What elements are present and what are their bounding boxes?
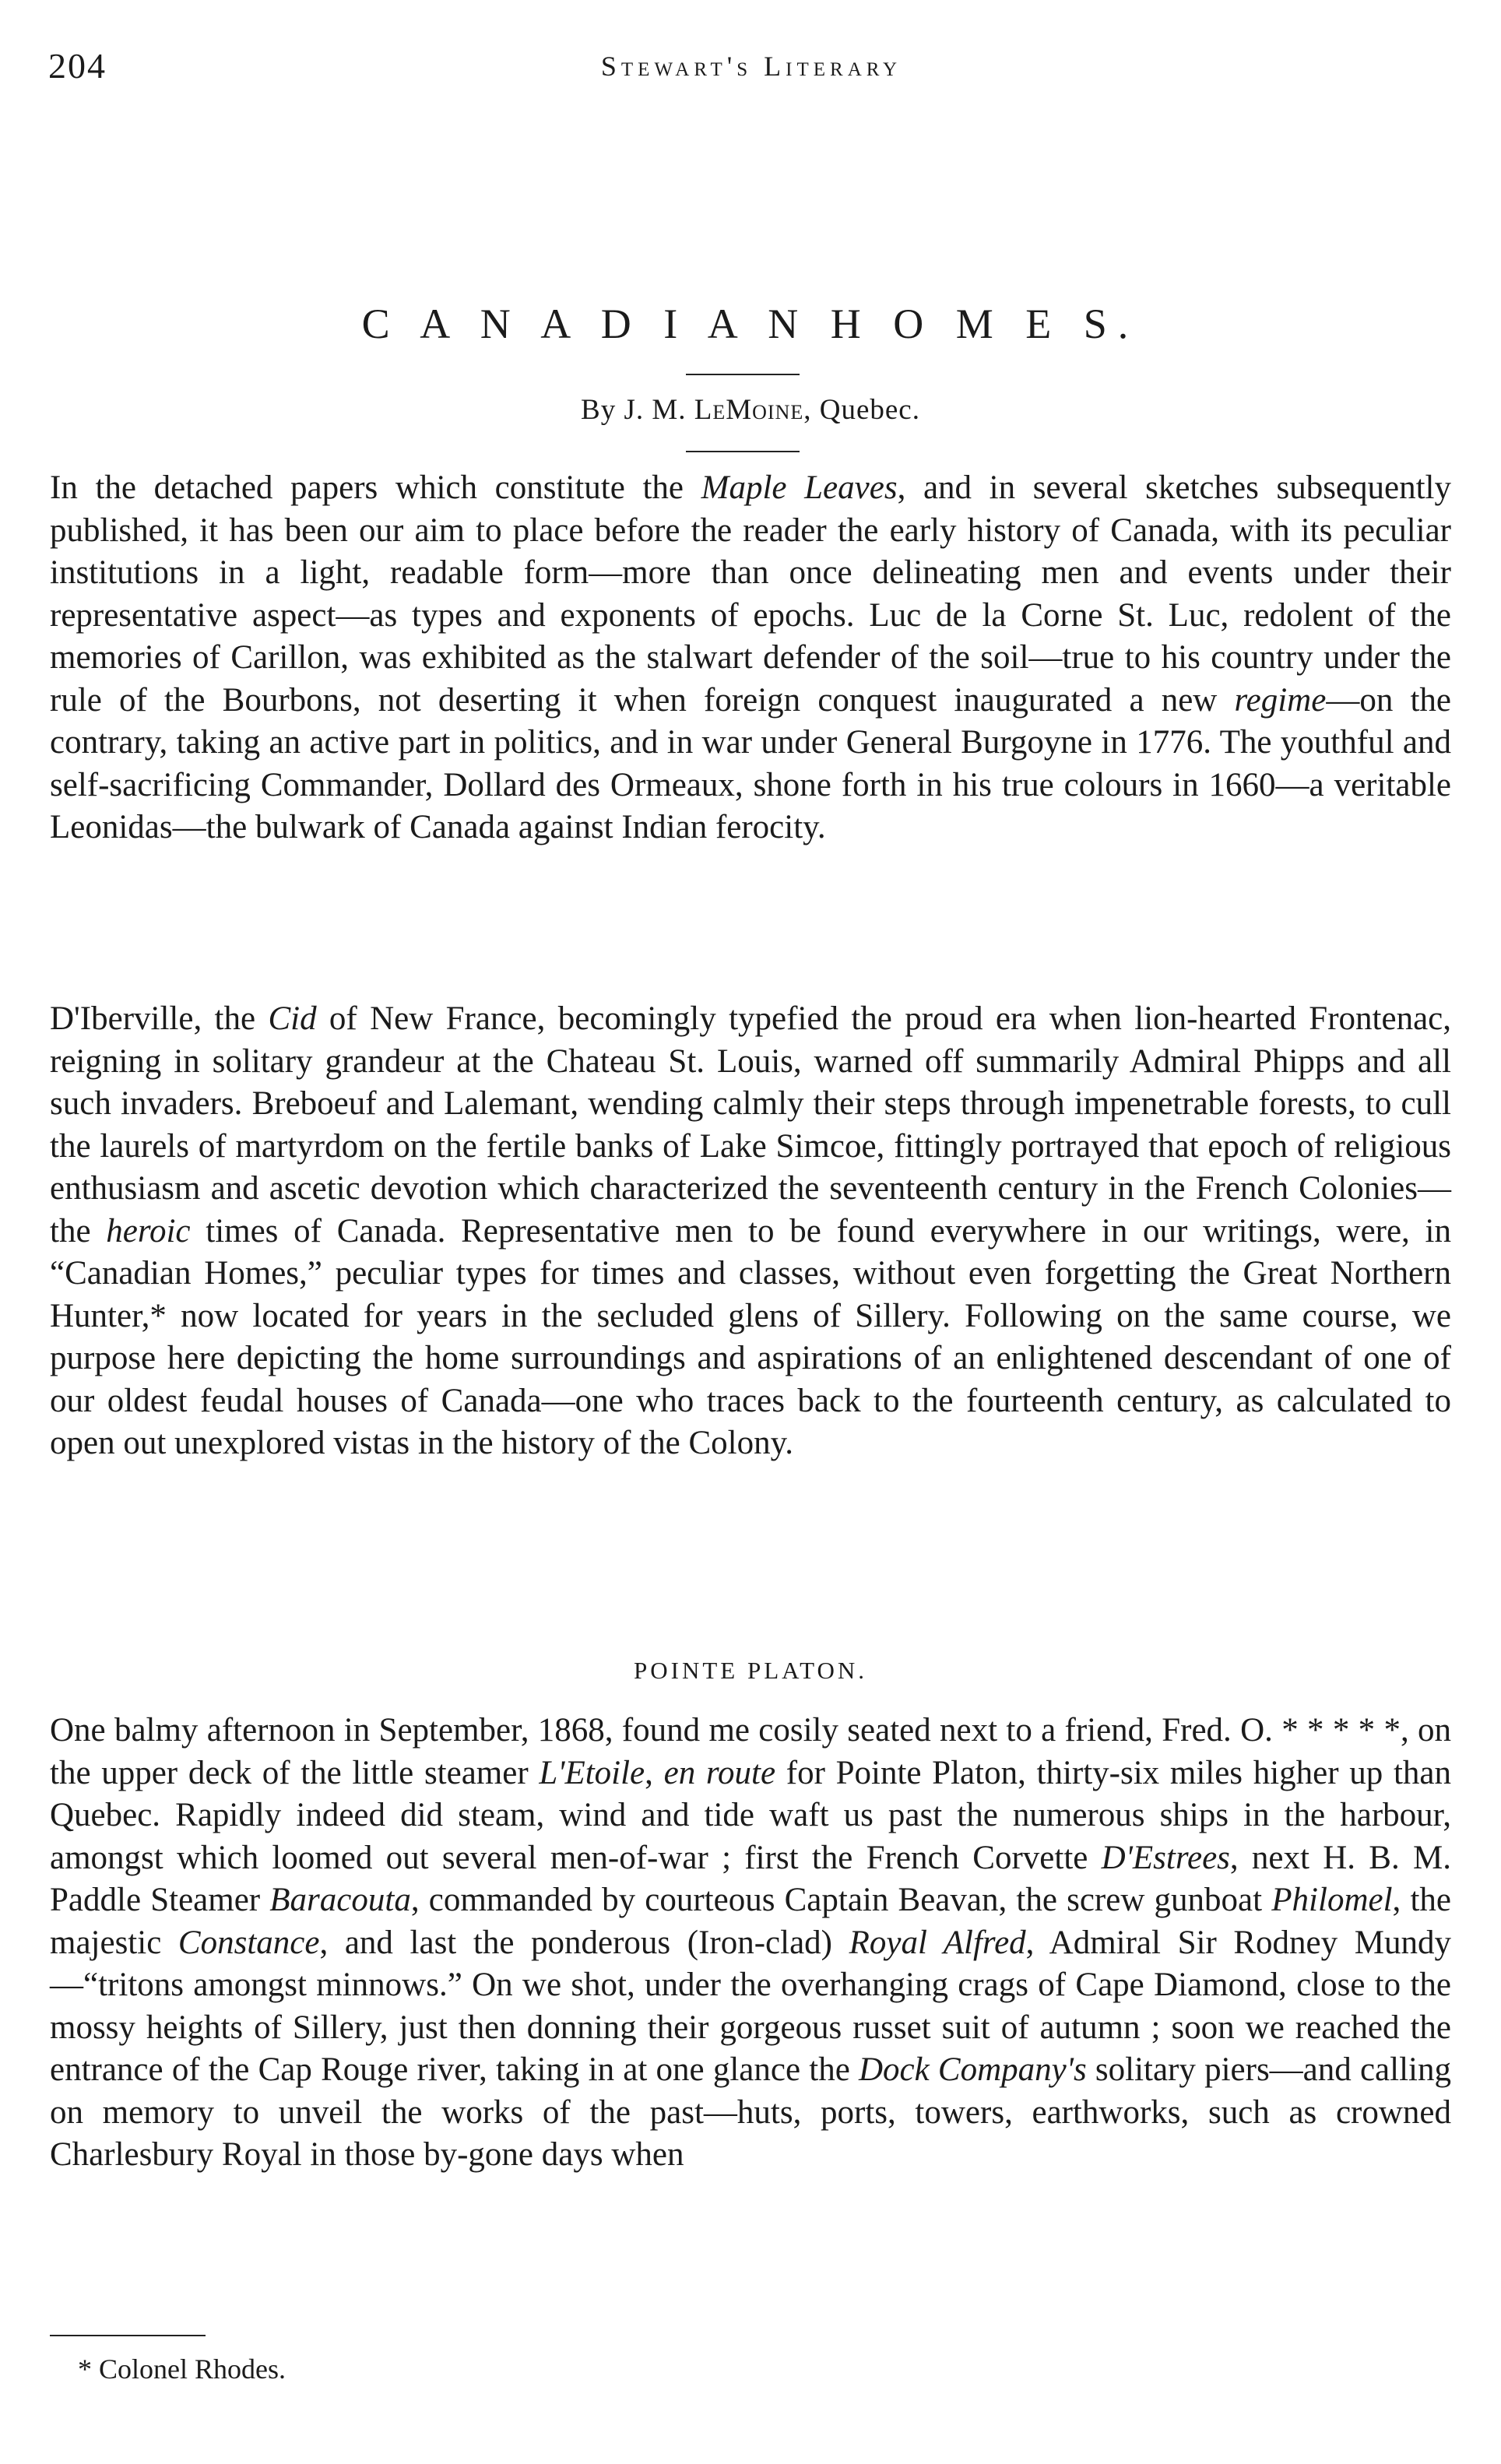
text-run: solitary piers—and calling on memory to unveil the works of the past—huts, ports, towers, earthworks, such as crowned Charlesbury Royal in those by-gone days when <box>50 2051 1451 2173</box>
paragraph-2 <box>50 998 1451 1465</box>
byline-prefix: By J. M. <box>581 394 694 426</box>
italic-regime: regime <box>1234 681 1327 719</box>
page-number: 204 <box>48 46 107 86</box>
text-run: , the majestic <box>50 1882 1451 1961</box>
text-run: D'Iberville, the <box>50 1000 269 1037</box>
italic-ship-name: Constance <box>178 1924 320 1961</box>
byline-place: , Quebec. <box>803 394 920 426</box>
text-run: One balmy afternoon in September, 1868, found me cosily seated next to a friend, Fred. O. * * * * *, on the upper deck of the little steamer <box>50 1712 1451 1791</box>
italic-ship-name: Royal Alfred <box>849 1924 1026 1961</box>
italic-ship-name: Philomel <box>1271 1882 1393 1918</box>
text-run: of New France, becomingly typefied the proud era when lion-hearted Frontenac, reigning in solitary grandeur at the Chateau St. Louis, warned off summarily Admiral Phipps and all such invaders. Breboeuf and Lalemant, wending calmly their steps through impenetrable forests, to cull the laurels of martyrdom on the fertile banks of Lake Simcoe, fittingly portrayed that epoch of religious enthusiasm and ascetic devotion which characterized the seventeenth century in the French Colonies—the <box>50 1000 1451 1250</box>
italic-ship-name: D'Estrees <box>1101 1839 1230 1876</box>
italic-ship-name: L'Etoile <box>539 1754 645 1791</box>
byline-author: LeMoine <box>694 394 804 426</box>
text-run: , and last the ponderous (Iron-clad) <box>319 1924 849 1961</box>
italic-en-route: en route <box>663 1754 776 1791</box>
text-run: —on the contrary, taking an active part in politics, and in war under General Burgoyne in 1776. The youthful and self-sacrificing Commander, Dollard des Ormeaux, shone forth in his true colours in 1660—a veritable Leonidas—the bulwark of Canada against Indian ferocity. <box>50 681 1451 845</box>
byline-rule <box>686 451 800 452</box>
text-run: , and in several sketches subsequently published, it has been our aim to place before the reader the early history of Canada, with its peculiar institutions in a light, readable form—more than once delineating men and events under their representative aspect—as types and exponents of epochs. Luc de la Corne St. Luc, redolent of the memories of Carillon, was exhibited as the stalwart defender of the soil—true to his country under the rule of the Bourbons, not deserting it when foreign conquest inaugurated a new <box>50 469 1451 719</box>
running-head: Stewart's Literary <box>600 51 902 82</box>
text-run: , next H. B. M. Paddle Steamer <box>50 1839 1451 1918</box>
page-header <box>48 45 1454 92</box>
paragraph-1 <box>50 467 1451 849</box>
italic-dock-company: Dock Company's <box>859 2051 1087 2088</box>
section-heading: POINTE PLATON. <box>634 1657 867 1684</box>
footnote-rule <box>50 2335 206 2336</box>
italic-title-maple-leaves: Maple Leaves <box>701 469 898 506</box>
paragraph-3 <box>50 1710 1451 2177</box>
text-run: , commanded by courteous Captain Beavan, the screw gunboat <box>410 1882 1272 1918</box>
article-byline <box>0 393 1501 427</box>
text-run: for Pointe Platon, thirty-six miles higher up than Quebec. Rapidly indeed did steam, wind and tide waft us past the numerous ships in the harbour, amongst which loomed out several men-of-war ; first the French Corvette <box>50 1754 1451 1876</box>
footnote: * Colonel Rhodes. <box>78 2353 286 2385</box>
text-run: times of Canada. Representative men to be found everywhere in our writings, were, in “Canadian Homes,” peculiar types for times and classes, without even forgetting the Great Northern Hunter,* now located for years in the secluded glens of Sillery. Following on the same course, we purpose here depicting the home surroundings and aspirations of an enlightened descendant of one of our oldest feudal houses of Canada—one who traces back to the fourteenth century, as calculated to open out unexplored vistas in the history of the Colony. <box>50 1212 1451 1461</box>
text-run: , <box>645 1754 664 1791</box>
italic-cid: Cid <box>268 1000 317 1037</box>
italic-ship-name: Baracouta <box>269 1882 411 1918</box>
italic-heroic: heroic <box>106 1212 191 1250</box>
article-title: C A N A D I A N H O M E S. <box>361 301 1140 347</box>
text-run: In the detached papers which constitute the <box>50 469 701 506</box>
text-run: , Admiral Sir Rodney Mundy —“tritons amongst minnows.” On we shot, under the overhanging crags of Cape Diamond, close to the mossy heights of Sillery, just then donning their gorgeous russet suit of autumn ; soon we reached the entrance of the Cap Rouge river, taking in at one glance the <box>50 1924 1452 2088</box>
title-rule <box>686 374 800 375</box>
